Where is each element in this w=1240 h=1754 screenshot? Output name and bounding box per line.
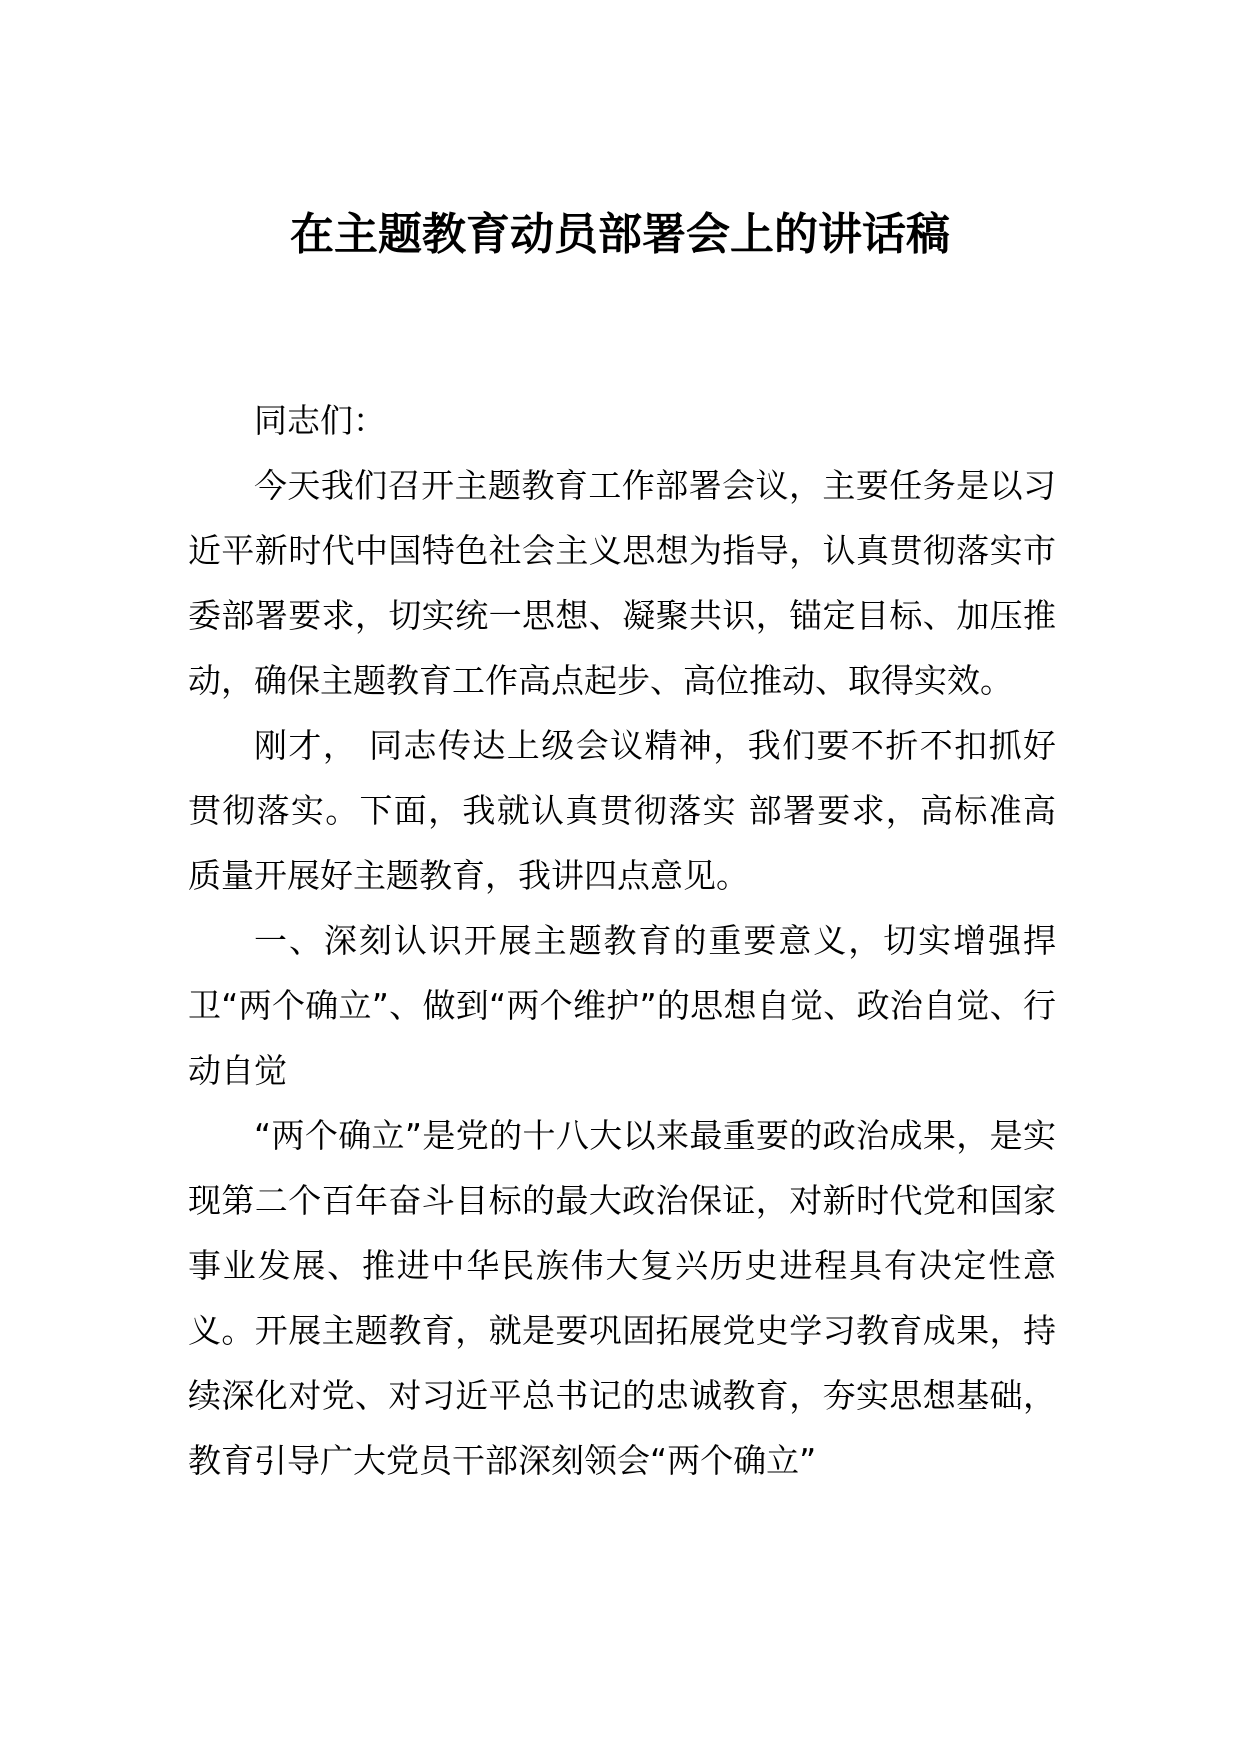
paragraph-intro: 刚才， 同志传达上级会议精神，我们要不折不扣抓好贯彻落实。下面，我就认真贯彻落实 部署要求，高标准高质量开展好主题教育，我讲四点意见。 — [188, 726, 1056, 895]
paragraph-two-establishments: “两个确立”是党的十八大以来最重要的政治成果，是实现第二个百年奋斗目标的最大政治保证，对新时代党和国家事业发展、推进中华民族伟大复兴历史进程具有决定性意义。开展主题教育，就是要巩固拓展党史学习教育成果，持续深化对党、对习近平总书记的忠诚教育，夯实思想基础，教育引导广大党员干部深刻领会“两个确立” — [188, 1116, 1056, 1480]
document-body — [188, 388, 1056, 1493]
document-title: 在主题教育动员部署会上的讲话稿 — [290, 209, 950, 260]
paragraph-opening: 今天我们召开主题教育工作部署会议，主要任务是以习近平新时代中国特色社会主义思想为指导，认真贯彻落实市委部署要求，切实统一思想、凝聚共识，锚定目标、加压推动，确保主题教育工作高点起步、高位推动、取得实效。 — [188, 466, 1056, 700]
section-heading-one: 一、深刻认识开展主题教育的重要意义，切实增强捍卫“两个确立”、做到“两个维护”的思想自觉、政治自觉、行动自觉 — [188, 921, 1056, 1090]
salutation: 同志们： — [254, 401, 386, 440]
